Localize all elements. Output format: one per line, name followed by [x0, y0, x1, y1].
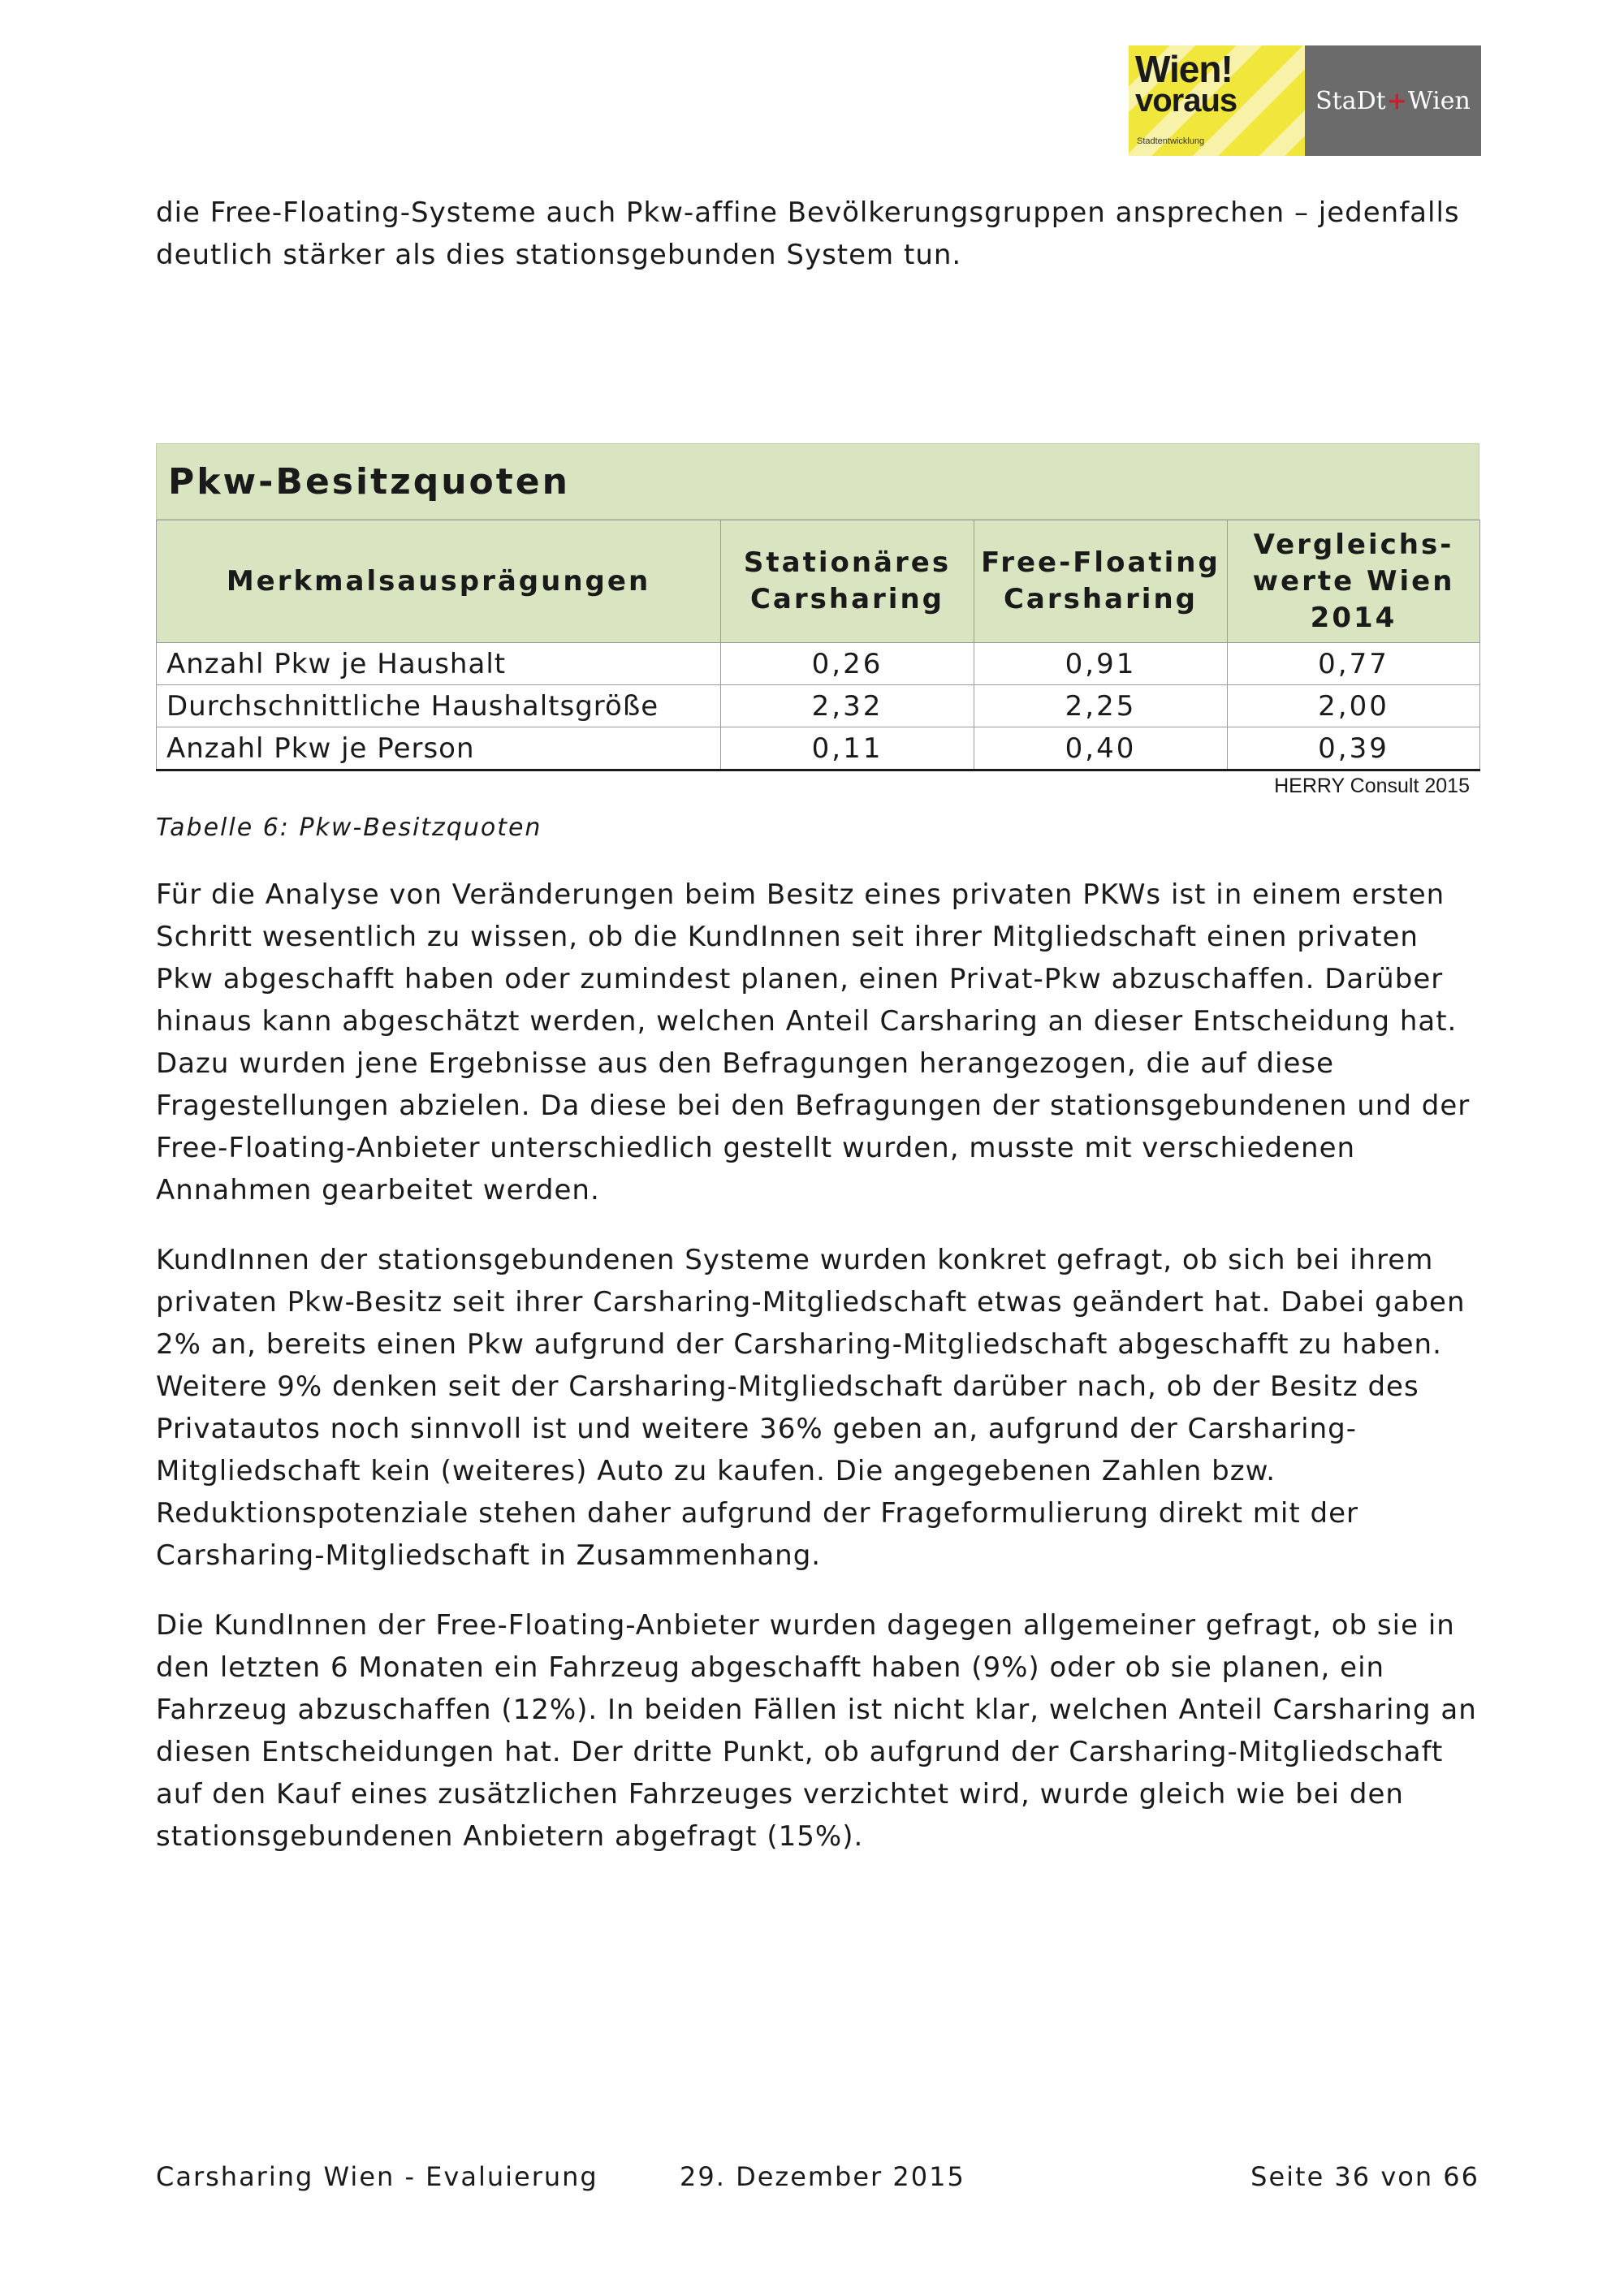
- table-cell-label: Durchschnittliche Haushaltsgröße: [157, 685, 721, 727]
- footer-date: 29. Dezember 2015: [680, 2161, 965, 2192]
- table-source: HERRY Consult 2015: [1274, 775, 1470, 797]
- table-cell-value: 0,26: [721, 643, 974, 685]
- footer-document-title: Carsharing Wien - Evaluierung: [156, 2161, 598, 2192]
- table-title: Pkw-Besitzquoten: [156, 443, 1479, 520]
- table-row: [157, 685, 1480, 727]
- pkw-table: [156, 520, 1480, 771]
- stadt-wien-logo: [1305, 45, 1481, 156]
- table-cell-value: 0,11: [721, 727, 974, 770]
- intro-paragraph: die Free-Floating-Systeme auch Pkw-affine Bevölkerungsgruppen ansprechen – jedenfalls deutlich stärker als dies stationsgebunden System tun.: [156, 196, 1460, 271]
- table-row: [157, 643, 1480, 685]
- table-header-cell: Free-Floating Carsharing: [974, 520, 1228, 643]
- pkw-table-block: [156, 443, 1479, 798]
- logo-text-wien-right: Wien: [1407, 86, 1471, 115]
- logo-text-voraus: voraus: [1135, 83, 1237, 119]
- body-paragraph: Die KundInnen der Free-Floating-Anbieter wurden dagegen allgemeiner gefragt, ob sie in den letzten 6 Monaten ein Fahrzeug abgeschafft haben (9%) oder ob sie planen, ein Fahrzeug abzuschaffen (12%). In beiden Fällen ist nicht klar, welchen Anteil Carsharing an diesen Entscheidungen hat. Der dritte Punkt, ob aufgrund der Carsharing-Mitgliedschaft auf den Kauf eines zusätzlichen Fahrzeuges verzichtet wird, wurde gleich wie bei den stationsgebundenen Anbietern abgefragt (15%).: [156, 1609, 1477, 1853]
- wien-voraus-logo: [1129, 45, 1305, 156]
- table-cell-value: 0,40: [974, 727, 1228, 770]
- page-footer: [156, 2161, 1479, 2197]
- table-cell-label: Anzahl Pkw je Haushalt: [157, 643, 721, 685]
- table-cell-value: 2,32: [721, 685, 974, 727]
- logo-text-wien: Wien!: [1135, 48, 1233, 90]
- table-caption: Tabelle 6: Pkw-Besitzquoten: [156, 814, 542, 842]
- table-row: [157, 727, 1480, 770]
- table-cell-value: 0,39: [1228, 727, 1480, 770]
- footer-page-number: Seite 36 von 66: [1250, 2161, 1479, 2192]
- table-cell-value: 0,77: [1228, 643, 1480, 685]
- logo-cross: +: [1386, 86, 1407, 115]
- table-cell-label: Anzahl Pkw je Person: [157, 727, 721, 770]
- logo-text-stadt: StaDt: [1315, 86, 1386, 115]
- body-paragraph: Für die Analyse von Veränderungen beim Besitz eines privaten PKWs ist in einem ersten Schritt wesentlich zu wissen, ob die KundInnen seit ihrer Mitgliedschaft einen privaten Pkw abgeschafft haben oder zumindest planen, einen Privat-Pkw abzuschaffen. Darüber hinaus kann abgeschätzt werden, welchen Anteil Carsharing an dieser Entscheidung hat. Dazu wurden jene Ergebnisse aus den Befragungen herangezogen, die auf diese Fragestellungen abzielen. Da diese bei den Befragungen der stationsgebundenen und der Free-Floating-Anbieter unterschiedlich gestellt wurden, musste mit verschiedenen Annahmen gearbeitet werden.: [156, 878, 1471, 1206]
- table-header-cell: Vergleichs-werte Wien 2014: [1228, 520, 1480, 643]
- table-cell-value: 2,25: [974, 685, 1228, 727]
- header-logo: [1129, 45, 1481, 156]
- logo-text-stadtentwicklung: Stadtentwicklung: [1137, 136, 1205, 146]
- table-cell-value: 2,00: [1228, 685, 1480, 727]
- table-header-row: [157, 520, 1480, 643]
- body-paragraph: KundInnen der stationsgebundenen Systeme wurden konkret gefragt, ob sich bei ihrem privaten Pkw-Besitz seit ihrer Carsharing-Mitgliedschaft etwas geändert hat. Dabei gaben 2% an, bereits einen Pkw aufgrund der Carsharing-Mitgliedschaft abgeschafft zu haben. Weitere 9% denken seit der Carsharing-Mitgliedschaft darüber nach, ob der Besitz des Privatautos noch sinnvoll ist und weitere 36% geben an, aufgrund der Carsharing-Mitgliedschaft kein (weiteres) Auto zu kaufen. Die angegebenen Zahlen bzw. Reduktionspotenziale stehen daher aufgrund der Frageformulierung direkt mit der Carsharing-Mitgliedschaft in Zusammenhang.: [156, 1244, 1466, 1572]
- table-header-cell: Stationäres Carsharing: [721, 520, 974, 643]
- table-header-cell: Merkmalsausprägungen: [157, 520, 721, 643]
- table-cell-value: 0,91: [974, 643, 1228, 685]
